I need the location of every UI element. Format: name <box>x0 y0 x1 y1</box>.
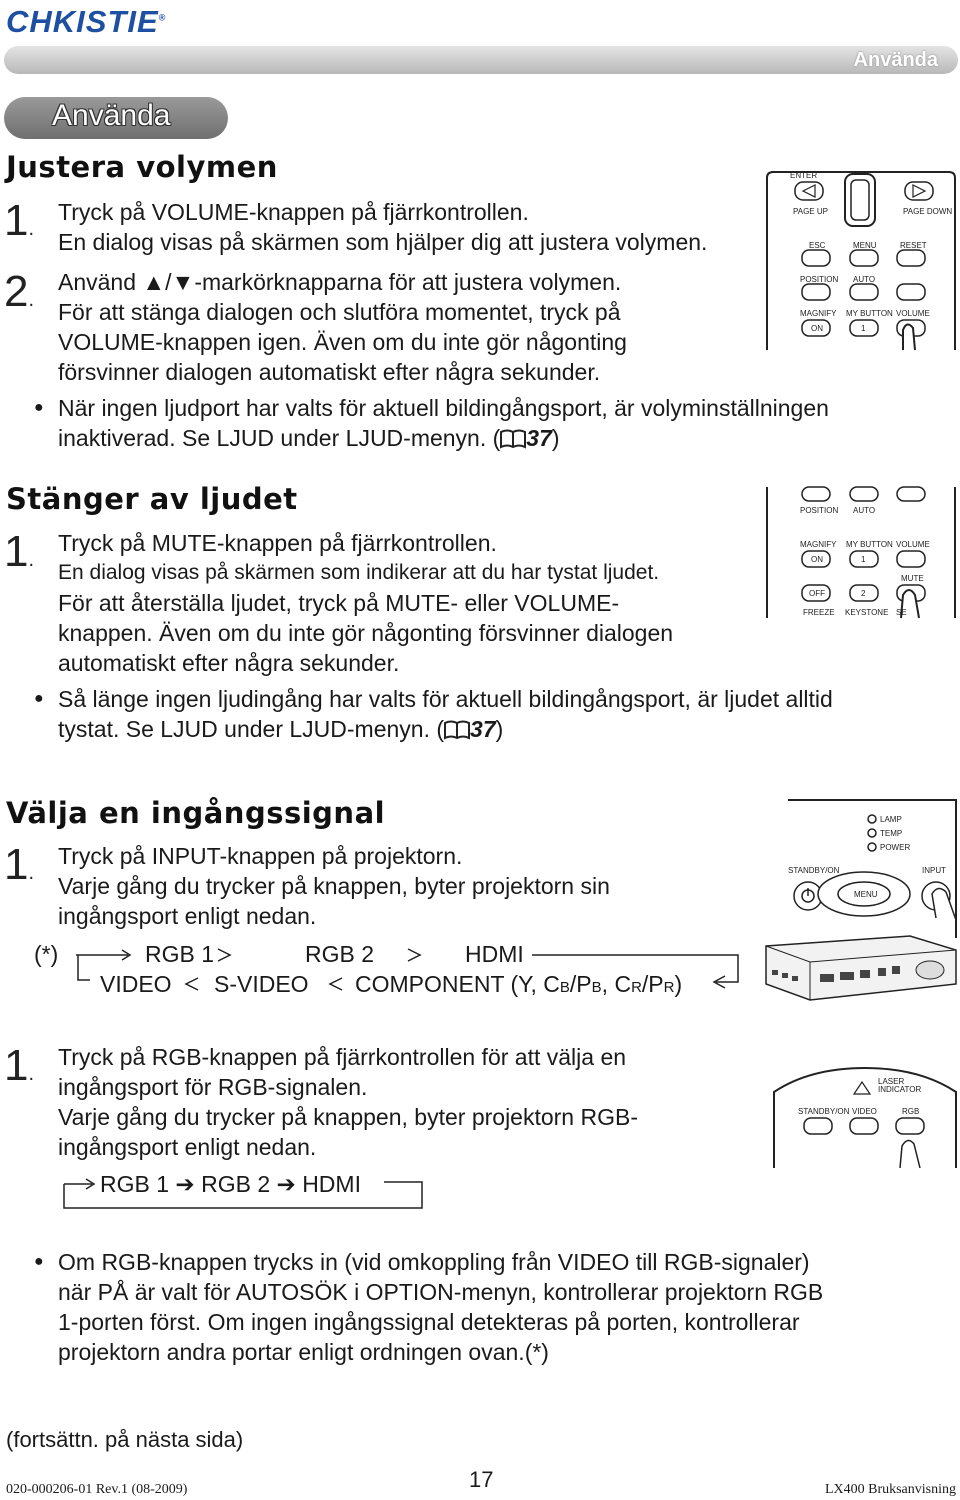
remote-label: RESET <box>900 241 927 250</box>
book-icon <box>444 720 470 740</box>
text-line: inaktiverad. Se LJUD under LJUD-menyn. ( 37) <box>58 425 560 451</box>
page-ref[interactable]: 37 <box>526 425 552 451</box>
remote-label: POSITION <box>800 275 839 284</box>
text-line: Tryck på RGB-knappen på fjärrkontrollen för att välja en <box>58 1044 627 1070</box>
heading-volume: Justera volymen <box>6 150 278 184</box>
text-line: knappen. Även om du inte gör någonting försvinner dialogen <box>58 620 674 646</box>
remote-label: AUTO <box>853 506 876 515</box>
remote-label: RGB <box>902 1107 920 1116</box>
projector-label: LAMP <box>880 815 902 824</box>
remote-label: ON <box>811 555 823 564</box>
remote-label: SE <box>896 608 907 617</box>
brand-logo: CHKISTIE® <box>6 4 167 39</box>
remote-label: MY BUTTON <box>846 309 893 318</box>
remote-label: FREEZE <box>803 608 835 617</box>
step-number: 1 . <box>4 530 34 582</box>
text-line: För att stänga dialogen och slutföra momentet, tryck på <box>58 299 621 325</box>
step-number: 1 . <box>4 1044 34 1096</box>
remote-label: ON <box>811 324 823 333</box>
arrow-right-icon: ➔ <box>175 1171 195 1197</box>
text-line: försvinner dialogen automatiskt efter några sekunder. <box>58 359 601 385</box>
page-ref[interactable]: 37 <box>470 716 496 742</box>
flow-star: (*) <box>34 941 59 967</box>
bullet-icon: ● <box>34 1253 44 1270</box>
projector-label: MENU <box>854 890 878 899</box>
remote-label: 1 <box>861 555 866 564</box>
remote-label: OFF <box>809 589 825 598</box>
text-line: projektorn andra portar enligt ordningen ovan.(*) <box>58 1339 549 1365</box>
remote-label: LASER <box>878 1077 905 1086</box>
text-line: tystat. Se LJUD under LJUD-menyn. ( 37) <box>58 716 504 742</box>
text-line: Varje gång du trycker på knappen, byter projektorn RGB- <box>58 1104 638 1130</box>
text-line: Använd ▲/▼-markörknapparna för att justera volymen. <box>58 269 622 295</box>
header-section-label: Använda <box>853 49 938 71</box>
remote-label: AUTO <box>853 275 876 284</box>
page-number: 17 <box>469 1467 494 1492</box>
remote-label: 2 <box>861 589 866 598</box>
bullet-icon: ● <box>34 399 44 416</box>
manual-title: LX400 Bruksanvisning <box>824 1482 956 1497</box>
text-line: ingångsport enligt nedan. <box>58 903 317 929</box>
remote-label: PAGE UP <box>793 207 828 216</box>
flow-item: S-VIDEO <box>214 971 309 997</box>
remote-label: VOLUME <box>896 540 930 549</box>
remote-label: PAGE DOWN <box>903 207 953 216</box>
remote-mute-illustration <box>765 485 957 620</box>
projector-illustration <box>760 798 958 1020</box>
remote-rgb-illustration <box>770 1066 960 1170</box>
remote-label: ESC <box>809 241 826 250</box>
flow-item: HDMI <box>465 941 524 967</box>
projector-label: TEMP <box>880 829 903 838</box>
remote-label: MUTE <box>901 574 924 583</box>
section-tab-label: Använda <box>52 99 171 132</box>
remote-label: VOLUME <box>896 309 930 318</box>
text-line: Om RGB-knappen trycks in (vid omkoppling från VIDEO till RGB-signaler) <box>58 1249 810 1275</box>
remote-label: MENU <box>853 241 877 250</box>
remote-label: MAGNIFY <box>800 309 837 318</box>
remote-label: INDICATOR <box>878 1085 922 1094</box>
text-line: Så länge ingen ljudingång har valts för aktuell bildingångsport, är ljudet alltid <box>58 686 833 712</box>
step-number: 2 . <box>4 270 34 322</box>
remote-label: VIDEO <box>852 1107 877 1116</box>
heading-mute: Stänger av ljudet <box>6 482 298 516</box>
flow-item: COMPONENT (Y, CB/PB, CR/PR) <box>355 971 683 997</box>
text-line: automatiskt efter några sekunder. <box>58 650 400 676</box>
remote-volume-illustration <box>765 170 957 352</box>
text-line: Varje gång du trycker på knappen, byter projektorn sin <box>58 873 610 899</box>
header-bar <box>4 46 958 74</box>
text-line: ingångsport enligt nedan. <box>58 1134 317 1160</box>
step-number: 1 . <box>4 199 34 251</box>
text-line: ingångsport för RGB-signalen. <box>58 1074 368 1100</box>
flow-item: VIDEO <box>100 971 172 997</box>
remote-label: 1 <box>861 324 866 333</box>
flow-item: RGB 2 <box>305 941 375 967</box>
bullet-icon: ● <box>34 690 44 707</box>
continued-note: (fortsättn. på nästa sida) <box>6 1427 244 1452</box>
text-line: Tryck på INPUT-knappen på projektorn. <box>58 843 463 869</box>
remote-label: ENTER <box>790 171 818 180</box>
text-line: När ingen ljudport har valts för aktuell bildingångsport, är volyminställningen <box>58 395 829 421</box>
arrow-right-icon: ➔ <box>276 1171 296 1197</box>
text-line: 1-porten först. Om ingen ingångssignal detekteras på porten, kontrollerar <box>58 1309 800 1335</box>
projector-label: POWER <box>880 843 911 852</box>
heading-input: Välja en ingångssignal <box>6 796 386 830</box>
book-icon <box>500 429 526 449</box>
text-line: Tryck på MUTE-knappen på fjärrkontrollen. <box>58 530 497 556</box>
remote-label: POSITION <box>800 506 839 515</box>
text-line: En dialog visas på skärmen som indikerar att du har tystat ljudet. <box>58 561 660 584</box>
step-number: 1 . <box>4 843 34 895</box>
projector-label: STANDBY/ON <box>788 866 840 875</box>
flow-item: RGB 1 <box>145 941 215 967</box>
doc-code: 020-000206-01 Rev.1 (08-2009) <box>6 1482 188 1497</box>
remote-label: MY BUTTON <box>846 540 893 549</box>
text-line: En dialog visas på skärmen som hjälper dig att justera volymen. <box>58 229 708 255</box>
remote-label: MAGNIFY <box>800 540 837 549</box>
text-line: när PÅ är valt för AUTOSÖK i OPTION-menyn, kontrollerar projektorn RGB <box>58 1279 824 1305</box>
projector-label: INPUT <box>922 866 946 875</box>
remote-label: STANDBY/ON <box>798 1107 850 1116</box>
text-line: Tryck på VOLUME-knappen på fjärrkontrollen. <box>58 199 529 225</box>
flow-item: RGB 1 ➔ RGB 2 ➔ HDMI <box>100 1171 361 1197</box>
text-line: För att återställa ljudet, tryck på MUTE- eller VOLUME- <box>58 590 620 616</box>
text-line: VOLUME-knappen igen. Även om du inte gör någonting <box>58 329 627 355</box>
remote-label: KEYSTONE <box>845 608 889 617</box>
